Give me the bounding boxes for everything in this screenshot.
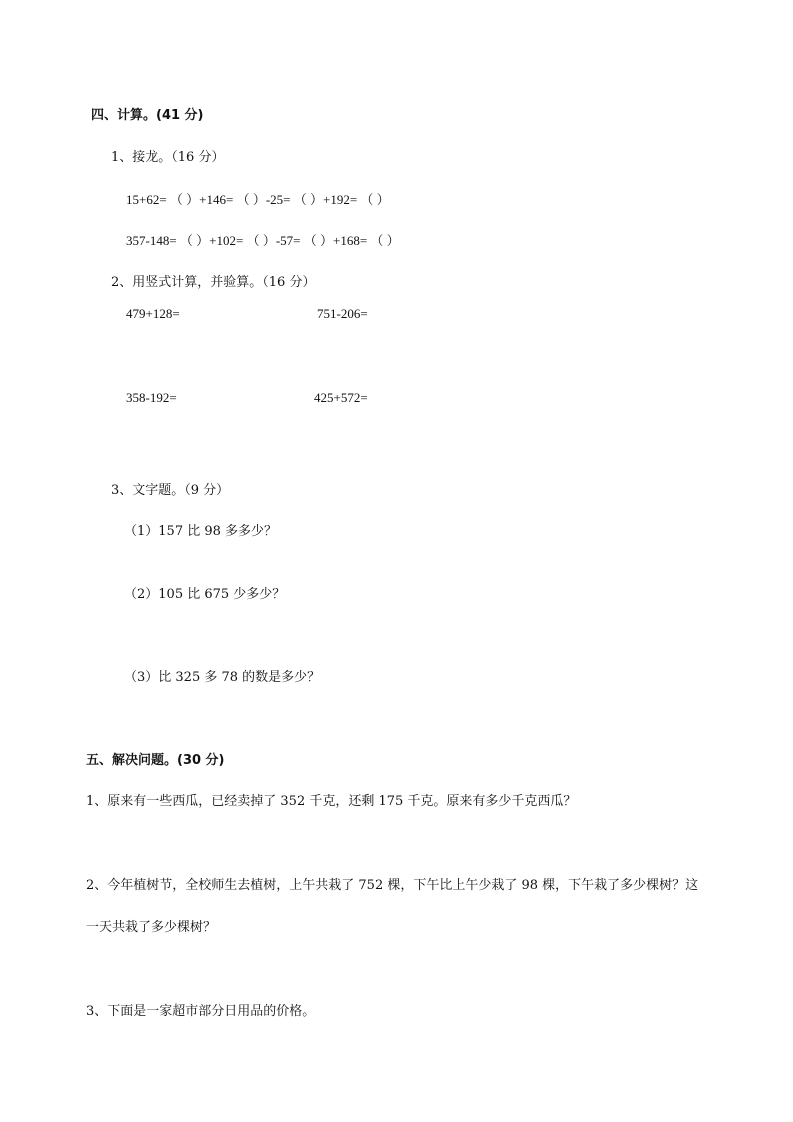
q3-item-3: （3）比 325 多 78 的数是多少？ xyxy=(124,670,321,685)
section-4-title: 四、计算。(41 分) xyxy=(91,108,204,123)
q3-item-1: （1）157 比 98 多多少？ xyxy=(124,524,278,539)
q1-chain-row-2: 357-148= （ ）+102= （ ）-57= （ ）+168= （ ） xyxy=(126,233,400,248)
q2-item-4: 425+572= xyxy=(314,390,368,405)
problem-3: 3、下面是一家超市部分日用品的价格。 xyxy=(86,1004,316,1019)
problem-2-line-1: 2、今年植树节，全校师生去植树，上午共栽了 752 棵，下午比上午少栽了 98 棵，下午栽了多少棵树？这 xyxy=(86,878,699,893)
problem-2-line-2: 一天共栽了多少棵树？ xyxy=(86,920,217,935)
section-5-title: 五、解决问题。(30 分) xyxy=(86,753,225,768)
q1-chain-row-1: 15+62= （ ）+146= （ ）-25= （ ）+192= （ ） xyxy=(126,192,390,207)
q2-title: 2、用竖式计算，并验算。（16 分） xyxy=(111,275,316,290)
q3-item-2: （2）105 比 675 少多少？ xyxy=(124,587,286,602)
q2-item-1: 479+128= xyxy=(126,306,180,321)
q1-title: 1、接龙。（16 分） xyxy=(111,150,225,165)
problem-1: 1、原来有一些西瓜，已经卖掉了 352 千克，还剩 175 千克。原来有多少千克西瓜？ xyxy=(86,794,577,809)
q2-item-2: 751-206= xyxy=(317,306,368,321)
q2-item-3: 358-192= xyxy=(126,390,177,405)
q3-title: 3、文字题。（9 分） xyxy=(111,483,230,498)
